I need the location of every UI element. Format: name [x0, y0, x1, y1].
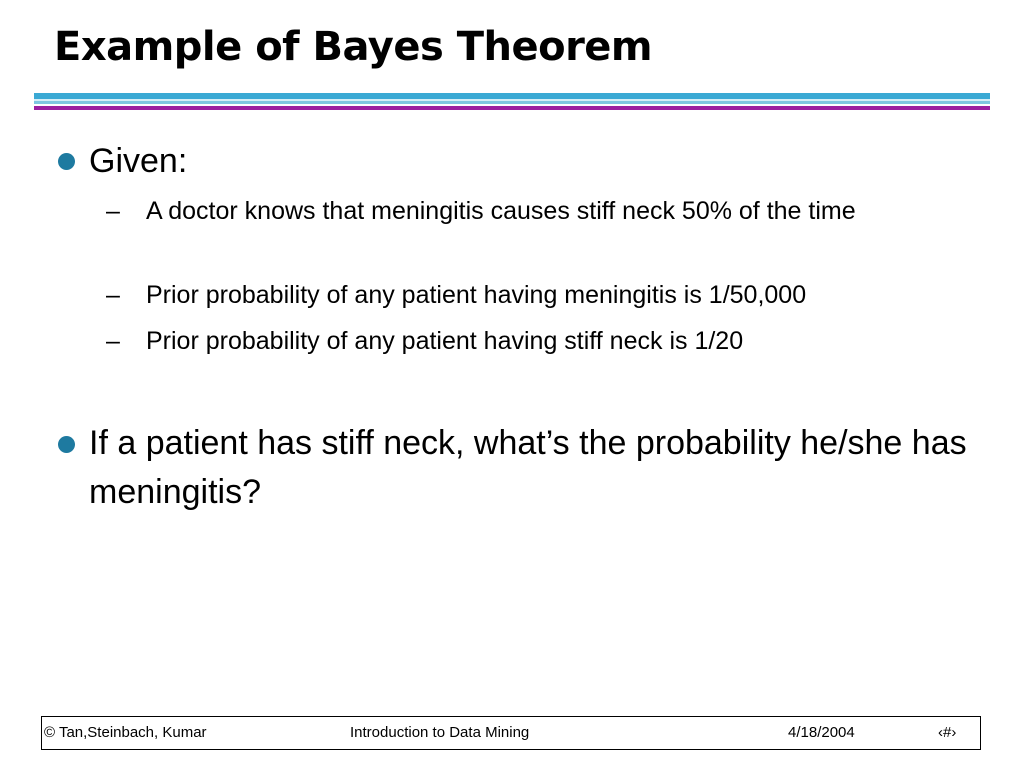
- dash-icon: –: [106, 197, 120, 225]
- title-rule-purple: [34, 106, 990, 110]
- bullet-text: If a patient has stiff neck, what’s the probability he/she has meningitis?: [89, 424, 967, 511]
- dash-icon: –: [106, 327, 120, 355]
- slide-footer: [41, 716, 981, 750]
- footer-date: 4/18/2004: [788, 724, 855, 741]
- sub-item-text: Prior probability of any patient having meningitis is 1/50,000: [146, 281, 807, 309]
- footer-copyright: © Tan,Steinbach, Kumar: [44, 724, 207, 741]
- bullet-dot-icon: [58, 436, 75, 453]
- sub-item-text: A doctor knows that meningitis causes stiff neck 50% of the time: [146, 197, 856, 225]
- dash-icon: –: [106, 281, 120, 309]
- bullet-text: Given:: [89, 142, 188, 180]
- footer-course: Introduction to Data Mining: [350, 724, 530, 741]
- slide-title: Example of Bayes Theorem: [54, 24, 653, 70]
- sub-item-text: Prior probability of any patient having stiff neck is 1/20: [146, 327, 744, 355]
- bullet-dot-icon: [58, 153, 75, 170]
- footer-page-number: ‹#›: [938, 724, 957, 741]
- title-rule-cyan-thin: [34, 101, 990, 104]
